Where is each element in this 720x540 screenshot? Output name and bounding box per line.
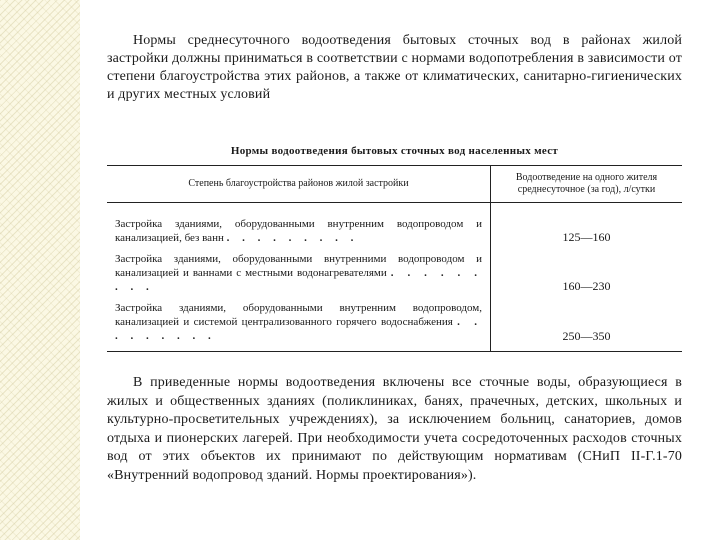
row-value: 250—350	[491, 297, 683, 352]
table-row	[107, 297, 682, 352]
document-page	[107, 32, 682, 532]
table-header-row	[107, 166, 682, 203]
table-title: Нормы водоотведения бытовых сточных вод населенных мест	[230, 145, 559, 157]
table-row	[107, 248, 682, 297]
leader-dots: . . . . . . . . .	[115, 316, 482, 342]
row-value: 160—230	[491, 248, 683, 297]
intro-paragraph	[107, 32, 682, 104]
intro-paragraph-text: Нормы среднесуточного водоотведения бытовых сточных вод в районах жилой застройки должны приниматься в соответствии с нормами водопотребления в зависимости от степени благоустройства этих районов, а также от климатических, санитарно-гигиенических и других местных условий	[107, 33, 682, 102]
leader-dots: . . . . . . . . .	[226, 232, 359, 244]
leader-dots: . . . . . . . . .	[115, 267, 482, 293]
header-discharge-per-resident: Водоотведение на одного жителя среднесуточное (за год), л/сутки	[491, 166, 683, 203]
row-value: 125—160	[491, 203, 683, 249]
body-paragraph-text: В приведенные нормы водоотведения включены все сточные воды, образующиеся в жилых и общественных зданиях (поликлиниках, банях, прачечных, детских, школьных и культурно-просветительных учреждениях), за исключением больниц, санаториев, домов отдыха и пионерских лагерей. При необходимости учета сосредоточенных расходов сточных вод от этих объектов их принимают по действующим нормативам (СНиП II-Г.1-70 «Внутренний водопровод зданий. Нормы проектирования»).	[107, 375, 682, 483]
header-improvement-degree: Степень благоустройства районов жилой застройки	[107, 166, 491, 203]
row-description: Застройка зданиями, оборудованными внутренними водопроводом и канализацией и ваннами с местными водонагревателями . . . . . . . . .	[115, 253, 482, 293]
decorative-side-stripe	[0, 0, 80, 540]
norms-table	[107, 165, 682, 352]
body-paragraph	[107, 374, 682, 485]
table-row	[107, 203, 682, 249]
row-description: Застройка зданиями, оборудованными внутренним водопроводом и канализацией, без ванн . . . . . . . . .	[115, 218, 482, 244]
row-description: Застройка зданиями, оборудованными внутренним водопроводом, канализацией и системой централизованного горячего водоснабжения . . . . . . . . .	[107, 297, 491, 352]
